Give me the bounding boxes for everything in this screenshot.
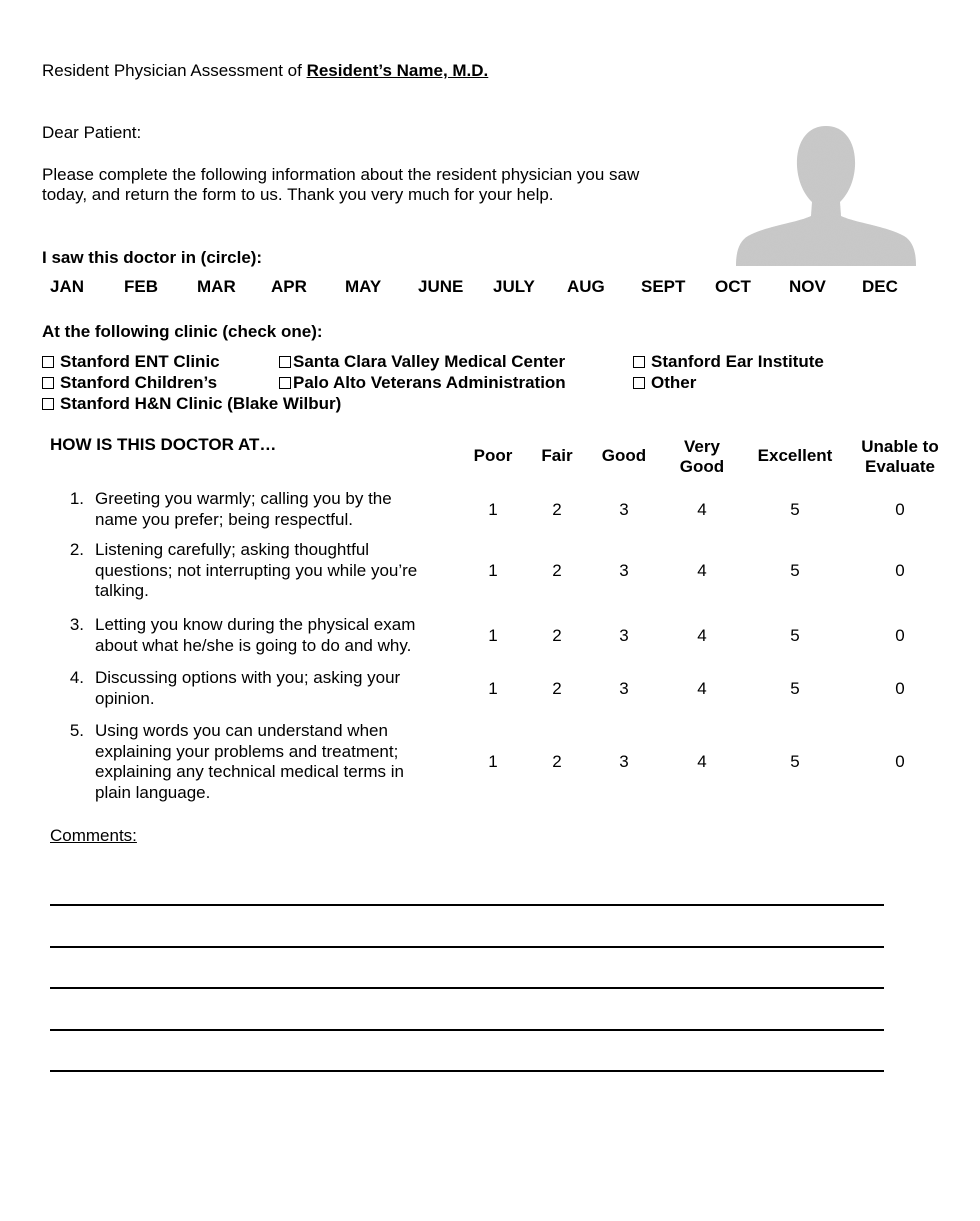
clinic-option-label: Santa Clara Valley Medical Center	[293, 352, 566, 371]
col-header-line: Unable to	[861, 437, 939, 456]
clinic-option-santa-clara[interactable]	[279, 352, 565, 372]
question-text-line: explaining your problems and treatment;	[95, 741, 399, 761]
rating-option[interactable]: 1	[488, 678, 498, 698]
rating-option[interactable]: 4	[697, 560, 707, 580]
question-text-line: about what he/she is going to do and why.	[95, 635, 412, 655]
month-apr[interactable]: APR	[271, 277, 307, 296]
col-header-poor	[463, 446, 523, 466]
question-text-line: questions; not interrupting you while you’re	[95, 560, 418, 580]
comment-line[interactable]	[50, 1070, 884, 1072]
rating-option[interactable]: 5	[790, 678, 800, 698]
clinic-option-label: Stanford H&N Clinic (Blake Wilbur)	[60, 394, 342, 413]
intro-line-1: Please complete the following information about the resident physician you saw	[42, 165, 640, 184]
comments-label: Comments:	[50, 826, 137, 845]
question-text	[95, 615, 445, 656]
question-number: 2.	[69, 540, 84, 559]
resident-name: Resident’s Name, M.D.	[306, 61, 489, 80]
intro-paragraph	[42, 165, 722, 205]
rating-option[interactable]: 3	[619, 752, 629, 771]
col-header-line: Poor	[473, 446, 513, 465]
clinic-option-label: Stanford Ear Institute	[651, 352, 824, 371]
question-number: 1.	[69, 489, 84, 508]
rating-option[interactable]: 2	[552, 625, 562, 645]
rating-option[interactable]: 3	[619, 678, 629, 698]
questions-heading: HOW IS THIS DOCTOR AT…	[50, 435, 277, 454]
clinic-option-stanford-childrens[interactable]	[42, 373, 217, 393]
rating-option[interactable]: 4	[697, 752, 707, 771]
checkbox[interactable]	[42, 377, 54, 389]
clinic-option-stanford-ear[interactable]	[633, 352, 824, 372]
question-text-line: name you prefer; being respectful.	[95, 509, 353, 529]
month-june[interactable]: JUNE	[418, 277, 464, 296]
person-silhouette-icon	[734, 124, 918, 266]
col-header-line: Good	[679, 457, 725, 476]
month-mar[interactable]: MAR	[197, 277, 236, 296]
rating-option[interactable]: 2	[552, 752, 562, 771]
intro-line-2: today, and return the form to us. Thank you very much for your help.	[42, 185, 554, 204]
rating-option[interactable]: 0	[895, 560, 905, 580]
comment-line[interactable]	[50, 946, 884, 948]
col-header-very-good	[672, 437, 732, 477]
question-text-line: talking.	[95, 581, 149, 600]
question-text-line: Using words you can understand when	[95, 721, 388, 740]
form-title	[42, 61, 488, 81]
clinic-option-label: Stanford ENT Clinic	[60, 352, 220, 371]
rating-option[interactable]: 1	[488, 560, 498, 580]
comment-line[interactable]	[50, 904, 884, 906]
month-dec[interactable]: DEC	[862, 277, 898, 296]
rating-option[interactable]: 0	[895, 499, 905, 519]
rating-option[interactable]: 3	[619, 625, 629, 645]
rating-option[interactable]: 5	[790, 560, 800, 580]
question-text-line: plain language.	[95, 782, 211, 802]
rating-option[interactable]: 2	[552, 678, 562, 698]
rating-option[interactable]: 2	[552, 499, 562, 519]
question-text-line: Letting you know during the physical exam	[95, 615, 416, 634]
month-july[interactable]: JULY	[493, 277, 535, 296]
rating-option[interactable]: 4	[697, 678, 707, 698]
clinic-option-other[interactable]	[633, 373, 696, 393]
question-number: 4.	[69, 668, 84, 687]
rating-option[interactable]: 0	[895, 752, 905, 771]
col-header-excellent	[750, 446, 840, 466]
month-section-label: I saw this doctor in (circle):	[42, 248, 263, 267]
month-may[interactable]: MAY	[345, 277, 382, 296]
form-title-prefix: Resident Physician Assessment of	[42, 61, 307, 80]
question-text	[95, 721, 445, 803]
col-header-unable	[850, 437, 950, 477]
rating-option[interactable]: 0	[895, 625, 905, 645]
question-text	[95, 540, 445, 602]
month-nov[interactable]: NOV	[789, 277, 826, 296]
question-number: 3.	[69, 615, 84, 634]
clinic-option-label: Palo Alto Veterans Administration	[293, 373, 566, 392]
month-sept[interactable]: SEPT	[641, 277, 686, 296]
question-text	[95, 668, 445, 709]
rating-option[interactable]: 1	[488, 752, 498, 771]
month-aug[interactable]: AUG	[567, 277, 605, 296]
greeting: Dear Patient:	[42, 123, 142, 142]
col-header-fair	[527, 446, 587, 466]
clinic-option-label: Other	[651, 373, 697, 392]
checkbox[interactable]	[279, 377, 291, 389]
month-oct[interactable]: OCT	[715, 277, 751, 296]
clinic-option-label: Stanford Children’s	[60, 373, 218, 392]
rating-option[interactable]: 2	[552, 560, 562, 580]
col-header-line: Evaluate	[865, 457, 935, 476]
rating-option[interactable]: 5	[790, 499, 800, 519]
month-feb[interactable]: FEB	[124, 277, 158, 296]
month-jan[interactable]: JAN	[50, 277, 85, 296]
rating-option[interactable]: 1	[488, 625, 498, 645]
col-header-good	[594, 446, 654, 466]
question-text-line: Listening carefully; asking thoughtful	[95, 540, 370, 559]
rating-option[interactable]: 4	[697, 499, 707, 519]
checkbox[interactable]	[279, 356, 291, 368]
col-header-line: Good	[601, 446, 647, 465]
clinic-option-stanford-hn[interactable]	[42, 394, 341, 414]
rating-option[interactable]: 0	[895, 678, 905, 698]
col-header-line: Very	[684, 437, 720, 456]
question-number: 5.	[69, 721, 84, 740]
rating-option[interactable]: 3	[619, 560, 629, 580]
question-text-line: opinion.	[95, 688, 155, 708]
clinic-option-palo-alto-va[interactable]	[279, 373, 566, 393]
comment-line[interactable]	[50, 1029, 884, 1031]
comment-line[interactable]	[50, 987, 884, 989]
question-text-line: explaining any technical medical terms in	[95, 762, 404, 781]
clinic-option-stanford-ent[interactable]	[42, 352, 220, 372]
rating-option[interactable]: 4	[697, 625, 707, 645]
question-text-line: Discussing options with you; asking your	[95, 668, 401, 687]
rating-option[interactable]: 3	[619, 499, 629, 519]
rating-option[interactable]: 5	[790, 752, 800, 771]
col-header-line: Fair	[541, 446, 573, 465]
rating-option[interactable]: 1	[488, 499, 498, 519]
checkbox[interactable]	[42, 398, 54, 410]
col-header-line: Excellent	[757, 446, 833, 465]
checkbox[interactable]	[633, 377, 645, 389]
question-text-line: Greeting you warmly; calling you by the	[95, 489, 392, 508]
rating-option[interactable]: 5	[790, 625, 800, 645]
checkbox[interactable]	[633, 356, 645, 368]
checkbox[interactable]	[42, 356, 54, 368]
question-text	[95, 489, 445, 530]
clinic-section-label: At the following clinic (check one):	[42, 322, 323, 341]
